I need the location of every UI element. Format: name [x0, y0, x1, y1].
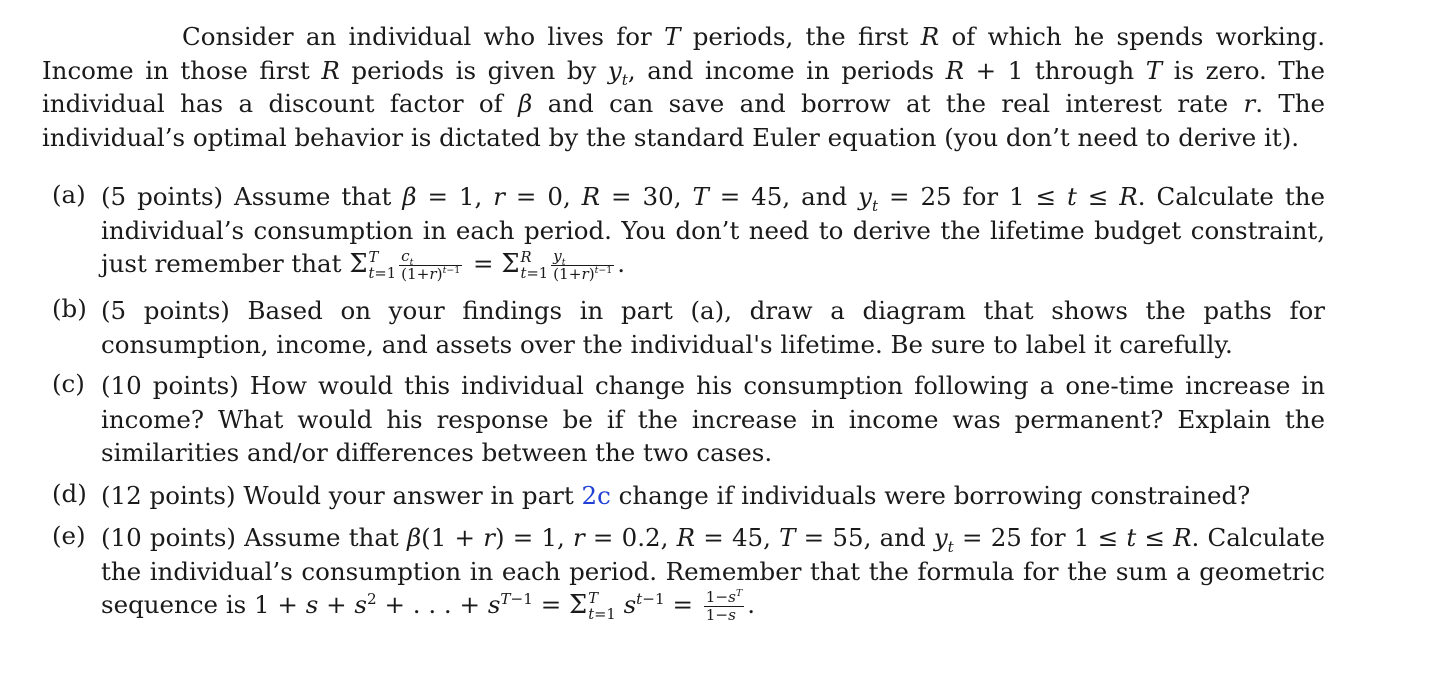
- part-label: (b): [52, 294, 87, 323]
- part-d-text: (12 points) Would your answer in part 2c change if individuals were borrowing constrained?: [101, 481, 1251, 510]
- problem-intro: Consider an individual who lives for T periods, the first R of which he spends working. Income in those first R periods is given by $y_t$, and income in periods R + 1 through T is zero. The individual has a discount factor of β and can save and borrow at the real interest rate r. The individual’s optimal behavior is dictated by the standard Euler equation (you don’t need to derive it).: [42, 22, 1326, 152]
- part-label: (c): [52, 369, 85, 398]
- part-label: (e): [52, 521, 86, 550]
- part-label: (a): [52, 180, 86, 209]
- part-a: [52, 180, 1325, 283]
- part-b: [52, 294, 1325, 361]
- part-c: [52, 369, 1325, 470]
- part-a-text: (5 points) Assume that β = 1, r = 0, R = 30, T = 45, and $y_t = 25$ for 1 ≤ t ≤ R. Calculate the individual’s consumption in each period. You don’t need to derive the lifetime budget constraint, just remember that Σ T t=1 $\frac{c_t}{(1+r)^{t-1}}$ = Σ R t=1 $\frac{y_t}{(1+r)^{t-1}}$ .: [101, 182, 1325, 283]
- part-b-text: (5 points) Based on your findings in part (a), draw a diagram that shows the paths for consumption, income, and assets over the individual's lifetime. Be sure to label it carefully.: [101, 296, 1325, 359]
- part-label: (d): [52, 479, 87, 508]
- part-e-text: (10 points) Assume that β(1 + r) = 1, r = 0.2, R = 45, T = 55, and $y_t = 25$ for 1 ≤ t ≤ R. Calculate the individual’s consumption in each period. Remember that the formula for the sum a geometric sequence is $1 + s + s^2$ + . . . + $s^{T-1} = \Sigma$ T t=1 $s^{t-1}$ = $\frac{1-s^T}{1-s}$ .: [101, 523, 1326, 624]
- part-e: [52, 521, 1325, 624]
- part-reference-link[interactable]: 2c: [581, 481, 611, 510]
- part-c-text: (10 points) How would this individual change his consumption following a one-time increase in income? What would his response be if the increase in income was permanent? Explain the similarities and/or differences between the two cases.: [101, 371, 1325, 467]
- part-d: [52, 479, 1325, 513]
